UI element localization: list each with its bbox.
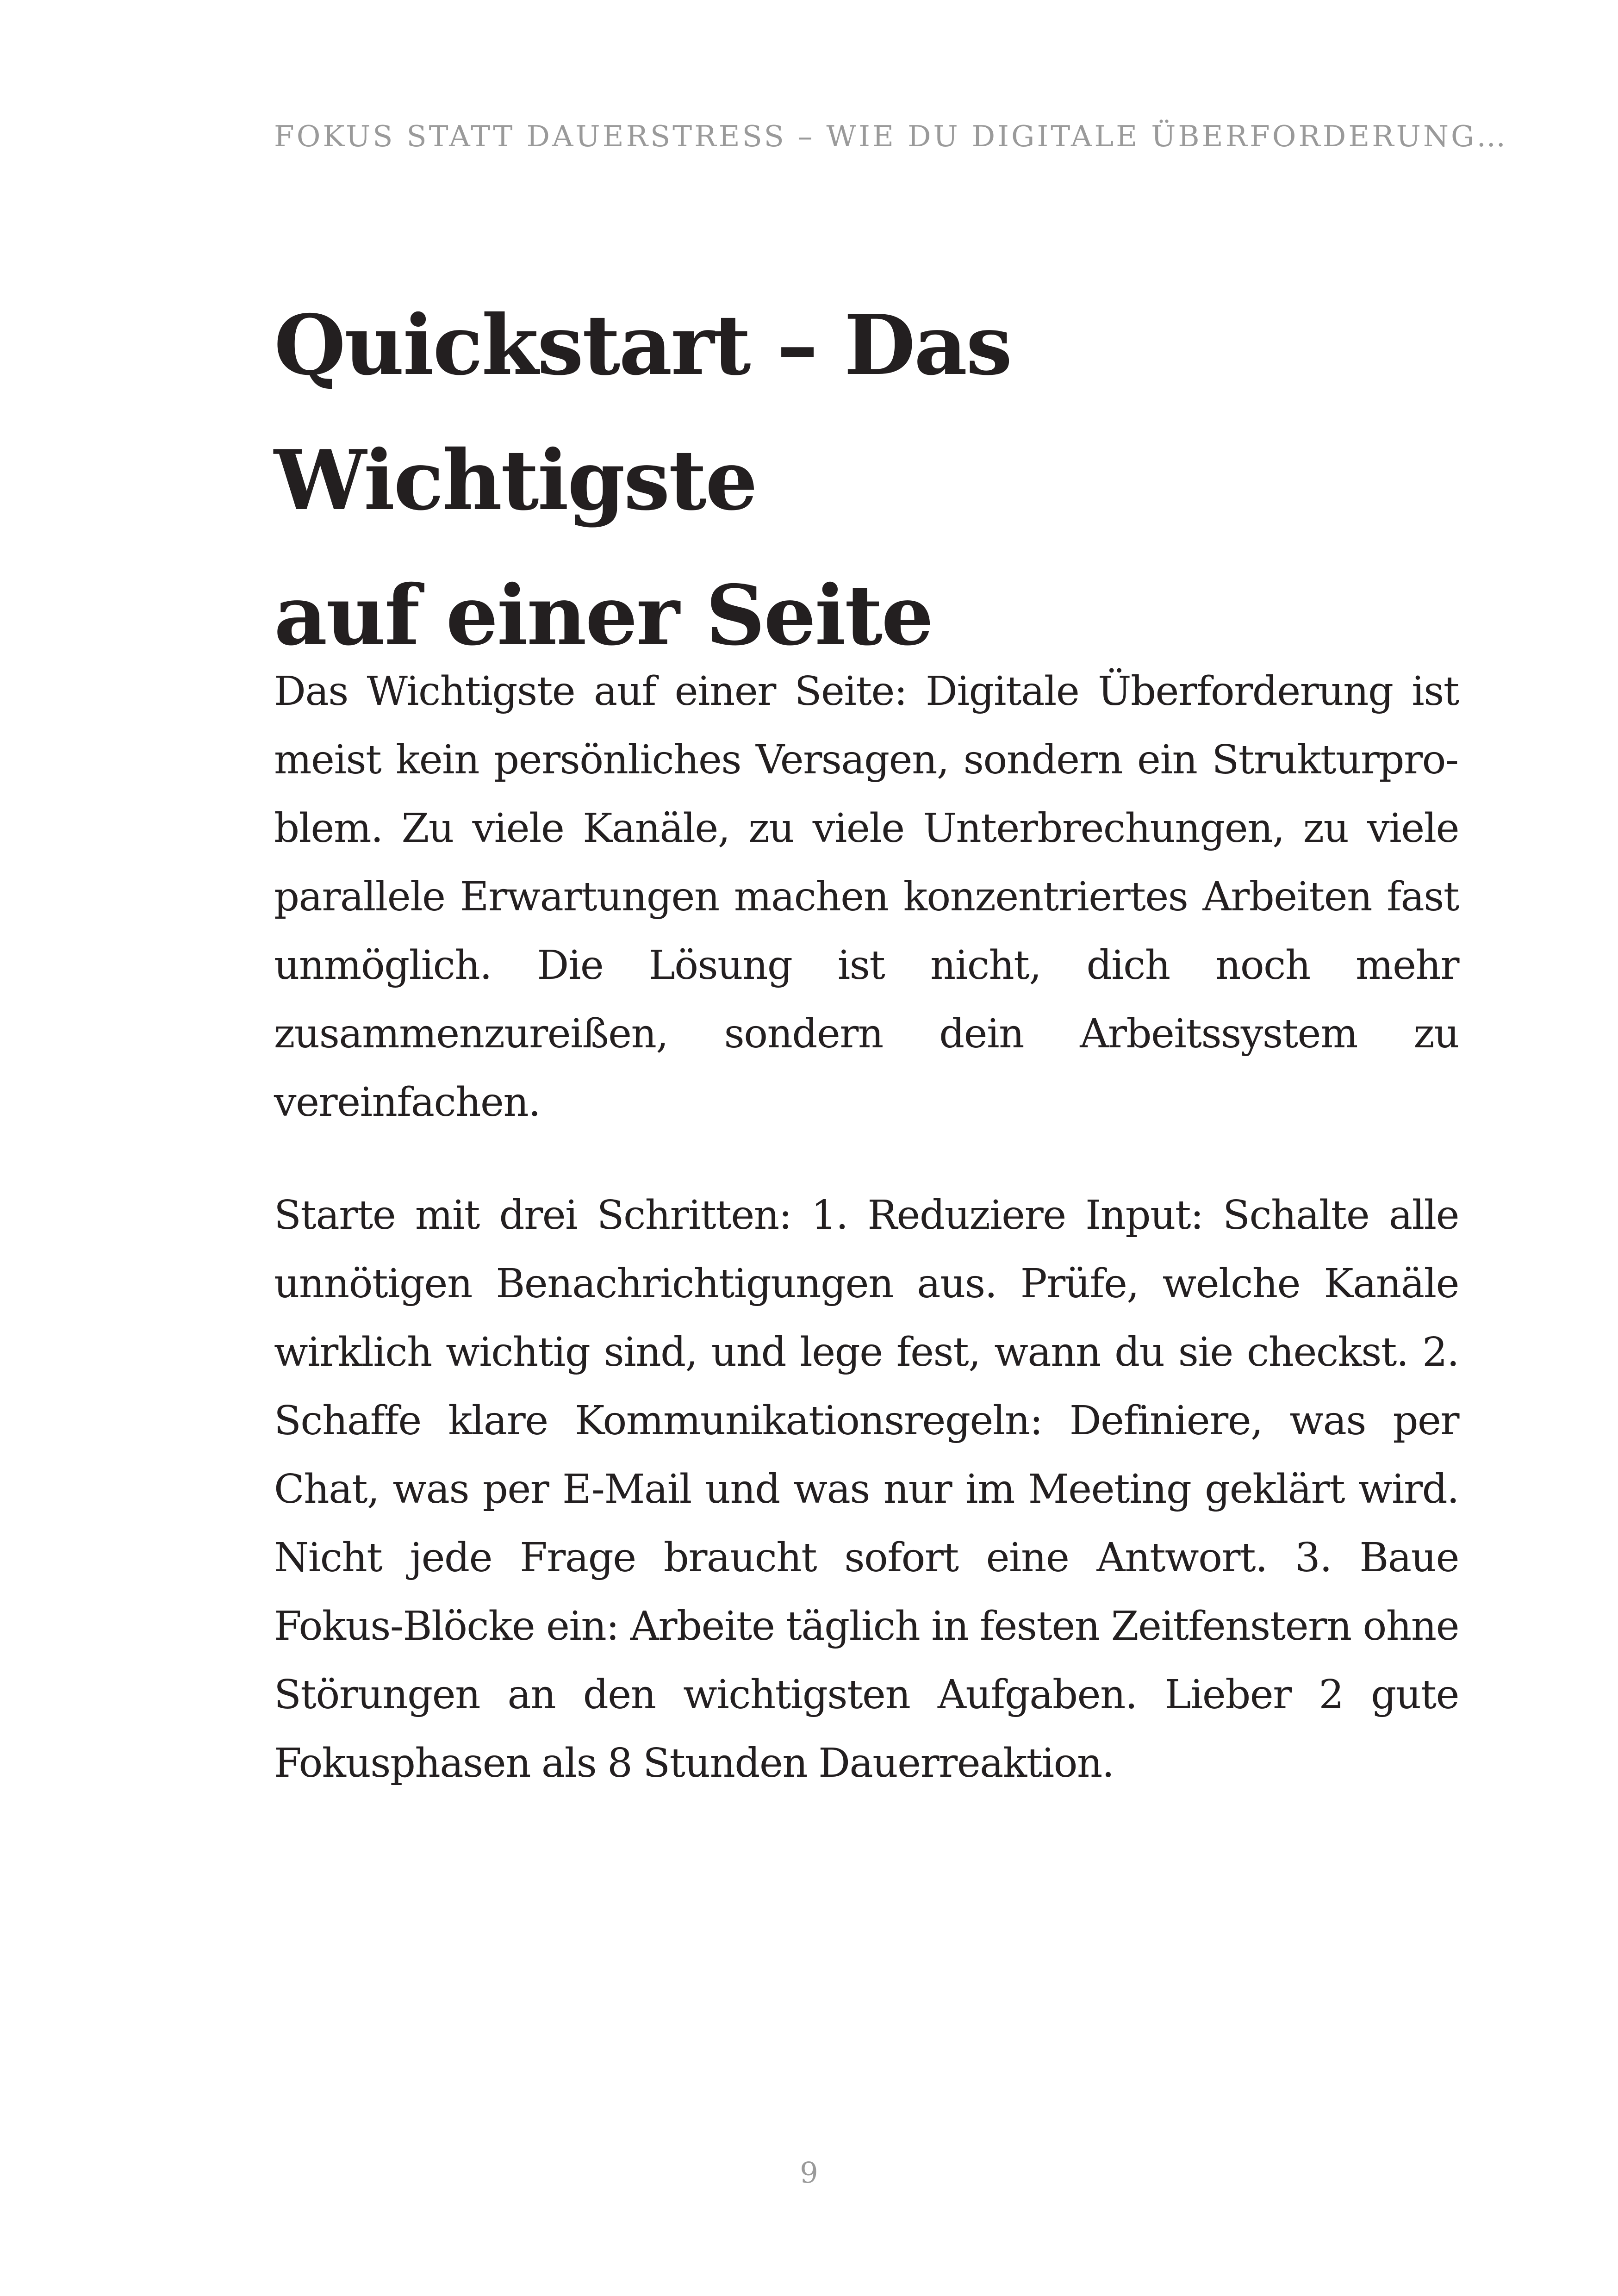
- running-header: FOKUS STATT DAUERSTRESS – WIE DU DIGITALE ÜBERFORDERUNG…: [274, 119, 1508, 153]
- chapter-title-line-2: auf einer Seite: [274, 567, 933, 664]
- chapter-title: [274, 278, 1454, 683]
- body-paragraph-1: Das Wichtigste auf einer Seite: Digitale Überforderung ist meist kein persönliches Versagen, sondern ein Strukturproblem. Zu viele Kanäle, zu viele Unterbrechungen, zu viele parallele Erwartungen machen konzentriertes Arbeiten fast unmöglich. Die Lösung ist nicht, dich noch mehr zusammenzureißen, sondern dein Arbeitssystem zu vereinfachen.: [274, 668, 1459, 1126]
- page-number: 9: [800, 2156, 818, 2190]
- body-paragraph-2: Starte mit drei Schritten: 1. Reduziere Input: Schalte alle unnötigen Benachrichtigungen aus. Prüfe, welche Kanäle wirklich wichtig sind, und lege fest, wann du sie checkst. 2. Schaffe klare Kommunikationsregeln: Definiere, was per Chat, was per E-Mail und was nur im Meeting geklärt wird. Nicht jede Frage braucht sofort eine Antwort. 3. Baue Fokus-Blöcke ein: Arbeite täglich in festen Zeitfenstern ohne Störungen an den wichtigsten Aufgaben. Lieber 2 gute Fokusphasen als 8 Stunden Dauerreaktion.: [274, 1192, 1459, 1786]
- chapter-title-line-1: Quickstart – Das Wichtigste: [274, 297, 1011, 529]
- body-text: [274, 657, 1459, 1842]
